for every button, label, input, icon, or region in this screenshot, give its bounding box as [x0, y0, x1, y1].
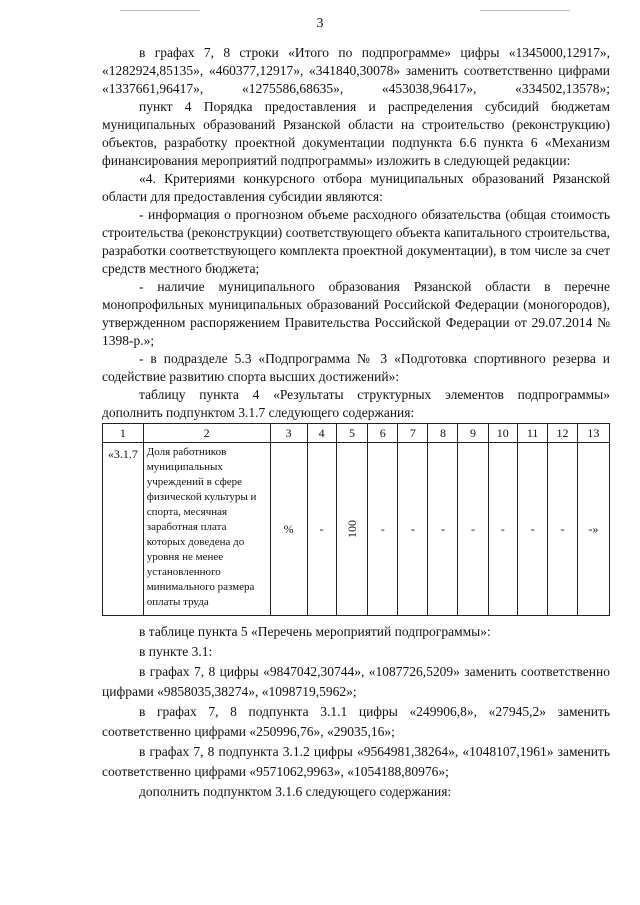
paragraph-2: пункт 4 Порядка предоставления и распределения субсидий бюджетам муниципальных образований Рязанской области на строительство (реконструкцию) объектов, разработку проектной документации подпункта 6.6 пункта 6 «Механизм финансирования мероприятий подпрограммы» изложить в следующей редакции:	[102, 99, 610, 168]
results-table	[102, 423, 610, 616]
header-cell: 1	[103, 424, 144, 443]
row-value-cell-7: -	[398, 443, 428, 616]
header-cell: 4	[307, 424, 336, 443]
row-value-cell-13: -»	[577, 443, 609, 616]
paragraph-11: в графах 7, 8 подпункта 3.1.1 цифры «249906,8», «27945,2» заменить соответственно цифрами «250996,76», «29035,16»;	[102, 704, 610, 739]
scan-mark-left	[120, 10, 200, 11]
row-value-cell-11: -	[517, 443, 547, 616]
paragraph-13: дополнить подпунктом 3.1.6 следующего содержания:	[139, 784, 452, 799]
row-value-5-text: 100	[344, 520, 359, 538]
header-cell: 13	[577, 424, 609, 443]
header-cell: 11	[517, 424, 547, 443]
after-table-section	[102, 622, 610, 802]
paragraph-3: «4. Критериями конкурсного отбора муниципальных образований Рязанской области для предоставления субсидии являются:	[102, 171, 610, 204]
row-value-cell-5	[336, 443, 368, 616]
row-value-cell-8: -	[428, 443, 458, 616]
document-body	[102, 44, 610, 802]
paragraph-12: в графах 7, 8 подпункта 3.1.2 цифры «9564981,38264», «1048107,1961» заменить соответственно цифрами «9571062,9963», «1054188,80976»;	[102, 744, 610, 779]
header-cell: 6	[368, 424, 398, 443]
row-name-cell: Доля работников муниципальных учреждений в сфере физической культуры и спорта, месячная заработная плата которых доведена до уровня не менее установленного минимального размера оплаты труда	[143, 443, 270, 616]
paragraph-7: таблицу пункта 4 «Результаты структурных элементов подпрограммы» дополнить подпунктом 3.1.7 следующего содержания:	[102, 387, 610, 420]
header-cell: 3	[270, 424, 307, 443]
table-header-row	[103, 424, 610, 443]
header-cell: 10	[488, 424, 517, 443]
header-cell: 8	[428, 424, 458, 443]
header-cell: 9	[458, 424, 488, 443]
row-value-cell-9: -	[458, 443, 488, 616]
row-unit-cell: %	[270, 443, 307, 616]
paragraph-4: - информация о прогнозном объеме расходного обязательства (общая стоимость строительства (реконструкции) соответствующего объекта капитального строительства, разработки соответствующего комплекта проектной документации), в том числе за счет средств местного бюджета;	[102, 207, 610, 276]
scan-mark-right	[480, 10, 570, 11]
row-value-cell-4: -	[307, 443, 336, 616]
paragraph-1: в графах 7, 8 строки «Итого по подпрограмме» цифры «1345000,12917», «1282924,85135», «460377,12917», «341840,30078» заменить соответственно цифрами «1337661,96417», «1275586,68635», «453038,96417», «334502,13578»;	[102, 45, 610, 96]
row-code-cell: «3.1.7	[103, 443, 144, 616]
header-cell: 7	[398, 424, 428, 443]
header-cell: 5	[336, 424, 368, 443]
table-row	[103, 443, 610, 616]
paragraph-10: в графах 7, 8 цифры «9847042,30744», «1087726,5209» заменить соответственно цифрами «9858035,38274», «1098719,5962»;	[102, 664, 610, 699]
paragraph-6: - в подразделе 5.3 «Подпрограмма № 3 «Подготовка спортивного резерва и содействие развитию спорта высших достижений»:	[102, 351, 610, 384]
paragraph-9: в пункте 3.1:	[139, 644, 213, 659]
paragraph-8: в таблице пункта 5 «Перечень мероприятий подпрограммы»:	[139, 624, 491, 639]
row-value-cell-6: -	[368, 443, 398, 616]
page-number: 3	[316, 16, 324, 31]
header-cell: 2	[143, 424, 270, 443]
paragraph-5: - наличие муниципального образования Рязанской области в перечне монопрофильных муниципальных образований Российской Федерации (моногородов), утвержденном распоряжением Правительства Российской Федерации от 29.07.2014 № 1398-р.»;	[102, 279, 610, 348]
row-value-cell-10: -	[488, 443, 517, 616]
header-cell: 12	[548, 424, 577, 443]
row-value-cell-12: -	[548, 443, 577, 616]
